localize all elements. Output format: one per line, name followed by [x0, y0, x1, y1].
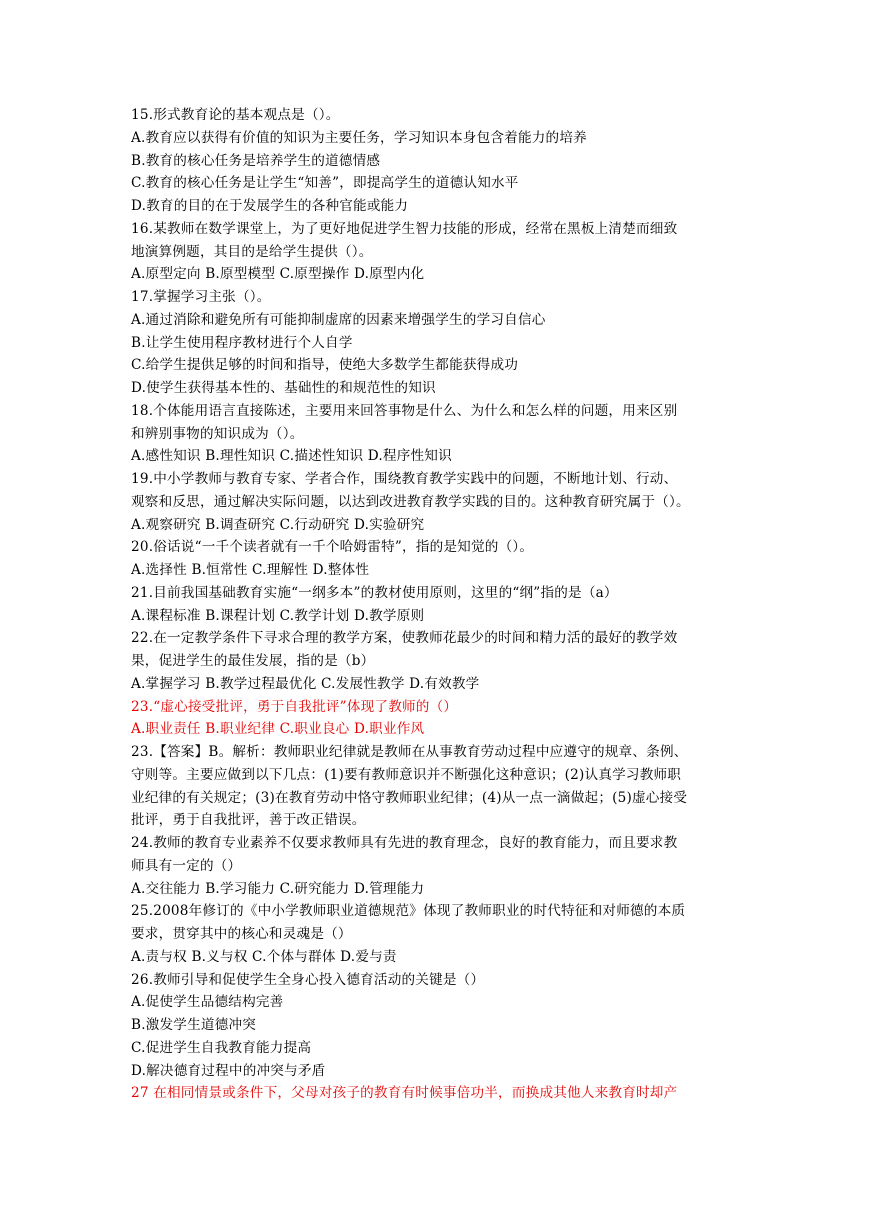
text-line: B.教育的核心任务是培养学生的道德情感 [131, 152, 381, 169]
text-line: 24.教师的教育专业素养不仅要求教师具有先进的教育理念，良好的教育能力，而且要求教 [131, 835, 678, 851]
text-line: 师具有一定的（） [131, 857, 242, 874]
text-line: A.观察研究 B.调查研究 C.行动研究 D.实验研究 [131, 516, 425, 533]
text-line: A.教育应以获得有价值的知识为主要任务，学习知识本身包含着能力的培养 [131, 129, 587, 146]
text-line: 批评，勇于自我批评，善于改正错误。 [131, 812, 366, 829]
text-line: A.感性知识 B.理性知识 C.描述性知识 D.程序性知识 [131, 448, 452, 465]
text-line: A.职业责任 B.职业纪律 C.职业良心 D.职业作风 [131, 721, 425, 738]
text-line: A.交往能力 B.学习能力 C.研究能力 D.管理能力 [131, 880, 425, 897]
text-line: 和辨别事物的知识成为（）。 [131, 425, 304, 442]
text-line: 地演算例题，其目的是给学生提供（）。 [131, 243, 373, 260]
text-line: 18.个体能用语言直接陈述，主要用来回答事物是什么、为什么和怎么样的问题，用来区别 [131, 402, 678, 419]
text-line: 果，促进学生的最佳发展，指的是（b） [131, 653, 375, 669]
text-line: D.使学生获得基本性的、基础性的和规范性的知识 [131, 380, 436, 396]
text-line: A.原型定向 B.原型模型 C.原型操作 D.原型内化 [131, 266, 425, 283]
text-line: C.教育的核心任务是让学生“知善”，即提高学生的道德认知水平 [131, 175, 519, 192]
text-line: 16.某教师在数学课堂上，为了更好地促进学生智力技能的形成，经常在黑板上清楚而细致 [131, 220, 678, 237]
text-line: A.课程标准 B.课程计划 C.教学计划 D.教学原则 [131, 607, 425, 624]
text-line: B.让学生使用程序教材进行个人自学 [131, 334, 353, 351]
text-line: D.解决德育过程中的冲突与矛盾 [131, 1062, 326, 1079]
document-body [131, 104, 741, 1105]
text-line: A.促使学生品德结构完善 [131, 994, 284, 1011]
text-line: 15.形式教育论的基本观点是（）。 [131, 107, 340, 123]
text-line: C.给学生提供足够的时间和指导，使绝大多数学生都能获得成功 [131, 357, 519, 374]
text-line: 业纪律的有关规定；(3)在教育劳动中恪守教师职业纪律；(4)从一点一滴做起；(5)虚心接受 [131, 789, 688, 806]
text-line: 23.【答案】B。解析：教师职业纪律就是教师在从事教育劳动过程中应遵守的规章、条例、 [131, 744, 688, 760]
text-line: 23.“虚心接受批评，勇于自我批评”体现了教师的（） [131, 698, 458, 715]
text-line: A.掌握学习 B.教学过程最优化 C.发展性教学 D.有效教学 [131, 675, 480, 692]
text-line: 要求，贯穿其中的核心和灵魂是（） [131, 926, 352, 942]
text-line: 观察和反思，通过解决实际问题，以达到改进教育教学实践的目的。这种教育研究属于（）。 [131, 493, 690, 510]
text-line: 27 在相同情景或条件下，父母对孩子的教育有时候事倍功半，而换成其他人来教育时却产 [131, 1085, 678, 1102]
text-line: A.责与权 B.义与权 C.个体与群体 D.爱与责 [131, 948, 397, 965]
text-line: D.教育的目的在于发展学生的各种官能或能力 [131, 198, 409, 214]
text-line: A.选择性 B.恒常性 C.理解性 D.整体性 [131, 562, 370, 578]
text-line: C.促进学生自我教育能力提高 [131, 1039, 312, 1056]
text-line: 19.中小学教师与教育专家、学者合作，围绕教育教学实践中的问题，不断地计划、行动、 [131, 471, 678, 487]
text-line: 21.目前我国基础教育实施“一纲多本”的教材使用原则，这里的“纲”指的是（a） [131, 584, 618, 601]
text-line: 17.掌握学习主张（）。 [131, 289, 271, 305]
text-line: 26.教师引导和促使学生全身心投入德育活动的关键是（） [131, 971, 485, 988]
text-line: 22.在一定教学条件下寻求合理的教学方案，使教师花最少的时间和精力活的最好的教学效 [131, 630, 678, 647]
text-line: B.激发学生道德冲突 [131, 1017, 257, 1033]
text-line: 20.俗话说“一千个读者就有一千个哈姆雷特”，指的是知觉的（）。 [131, 539, 534, 556]
text-line: 守则等。主要应做到以下几点：(1)要有教师意识并不断强化这种意识；(2)认真学习教师职 [131, 766, 682, 783]
text-line: 25.2008年修订的《中小学教师职业道德规范》体现了教师职业的时代特征和对师德的本质 [131, 903, 686, 920]
text-line: A.通过消除和避免所有可能抑制虚席的因素来增强学生的学习自信心 [131, 311, 546, 328]
